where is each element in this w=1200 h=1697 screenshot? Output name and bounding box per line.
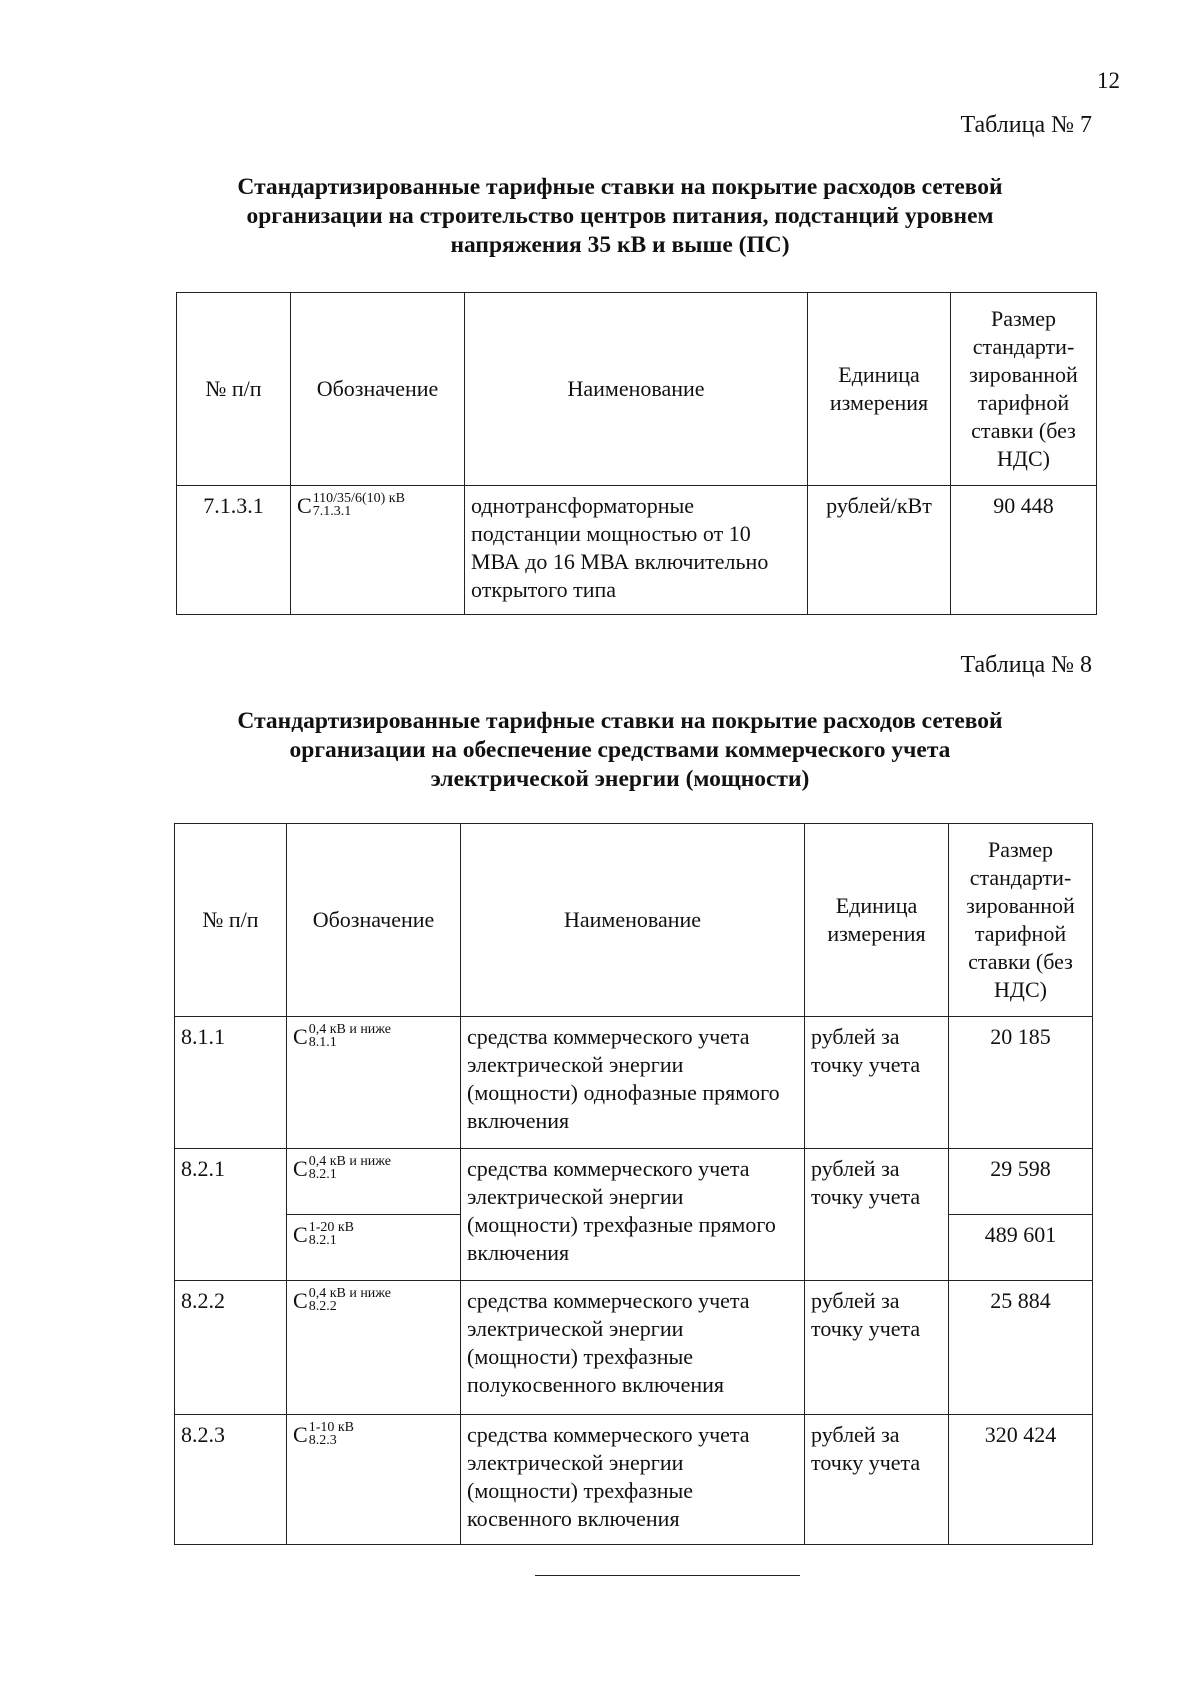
symbol-base: C bbox=[293, 1156, 308, 1181]
symbol-superscript: 1-10 кВ bbox=[308, 1420, 354, 1435]
rate-symbol bbox=[287, 1215, 461, 1281]
rate-symbol bbox=[287, 1149, 461, 1215]
row-name: средства коммерческого учета электрической энергии (мощности) однофазные прямого включения bbox=[461, 1017, 805, 1149]
table-row bbox=[175, 1017, 1093, 1149]
symbol-indices bbox=[309, 1287, 391, 1313]
row-value: 29 598 bbox=[949, 1149, 1093, 1215]
table-8 bbox=[174, 823, 1093, 1545]
row-unit: рублей за точку учета bbox=[805, 1149, 949, 1281]
table-8-title-line-2: организации на обеспечение средствами коммерческого учета bbox=[289, 737, 951, 763]
row-name: однотрансформаторные подстанции мощностью от 10 МВА до 16 МВА включительно открытого типа bbox=[465, 486, 808, 615]
table-8-title-line-1: Стандартизированные тарифные ставки на покрытие расходов сетевой bbox=[237, 708, 1003, 734]
row-name: средства коммерческого учета электрической энергии (мощности) трехфазные прямого включения bbox=[461, 1149, 805, 1281]
symbol-base: C bbox=[293, 1288, 308, 1313]
row-number: 8.2.1 bbox=[175, 1149, 287, 1281]
symbol-subscript: 8.1.1 bbox=[308, 1035, 337, 1050]
header-rate: Размер стандарти-зированной тарифной ставки (без НДС) bbox=[951, 293, 1097, 486]
row-unit: рублей за точку учета bbox=[805, 1415, 949, 1545]
symbol-superscript: 0,4 кВ и ниже bbox=[308, 1154, 392, 1169]
table-8-header-row bbox=[175, 824, 1093, 1017]
row-unit: рублей/кВт bbox=[808, 486, 951, 615]
header-unit: Единица измерения bbox=[808, 293, 951, 486]
table-7-title-line-3: напряжения 35 кВ и выше (ПС) bbox=[450, 232, 790, 258]
symbol-indices bbox=[309, 1023, 391, 1049]
symbol-superscript: 0,4 кВ и ниже bbox=[308, 1286, 392, 1301]
symbol-subscript: 8.2.2 bbox=[308, 1299, 337, 1314]
table-8-title-line-3: электрической энергии (мощности) bbox=[430, 766, 810, 792]
row-value: 25 884 bbox=[949, 1281, 1093, 1415]
table-row bbox=[175, 1415, 1093, 1545]
row-number: 8.2.3 bbox=[175, 1415, 287, 1545]
page-number: 12 bbox=[1097, 68, 1120, 93]
rate-symbol bbox=[287, 1281, 461, 1415]
header-unit: Единица измерения bbox=[805, 824, 949, 1017]
row-value: 320 424 bbox=[949, 1415, 1093, 1545]
rate-symbol bbox=[287, 1415, 461, 1545]
table-7-header-row bbox=[177, 293, 1097, 486]
table-7-label: Таблица № 7 bbox=[960, 112, 1092, 138]
row-unit: рублей за точку учета bbox=[805, 1281, 949, 1415]
table-8-title bbox=[170, 707, 1070, 794]
row-value: 20 185 bbox=[949, 1017, 1093, 1149]
symbol-indices bbox=[313, 492, 405, 518]
symbol-indices bbox=[309, 1421, 354, 1447]
header-designation: Обозначение bbox=[287, 824, 461, 1017]
rate-symbol bbox=[287, 1017, 461, 1149]
symbol-base: C bbox=[297, 493, 312, 518]
footer-rule bbox=[535, 1575, 800, 1576]
symbol-subscript: 8.2.3 bbox=[308, 1433, 337, 1448]
row-unit: рублей за точку учета bbox=[805, 1017, 949, 1149]
table-row bbox=[177, 486, 1097, 615]
symbol-subscript: 8.2.1 bbox=[308, 1233, 337, 1248]
table-row bbox=[175, 1281, 1093, 1415]
symbol-indices bbox=[309, 1155, 391, 1181]
symbol-superscript: 110/35/6(10) кВ bbox=[312, 491, 405, 506]
table-7 bbox=[176, 292, 1097, 615]
table-7-title bbox=[170, 173, 1070, 260]
row-value: 489 601 bbox=[949, 1215, 1093, 1281]
table-8-label: Таблица № 8 bbox=[960, 652, 1092, 678]
table-7-title-line-2: организации на строительство центров питания, подстанций уровнем bbox=[246, 203, 994, 229]
row-number: 8.2.2 bbox=[175, 1281, 287, 1415]
table-7-title-line-1: Стандартизированные тарифные ставки на покрытие расходов сетевой bbox=[237, 174, 1003, 200]
header-name: Наименование bbox=[461, 824, 805, 1017]
table-row bbox=[175, 1149, 1093, 1215]
symbol-base: C bbox=[293, 1222, 308, 1247]
symbol-superscript: 1-20 кВ bbox=[308, 1220, 354, 1235]
symbol-subscript: 8.2.1 bbox=[308, 1167, 337, 1182]
header-rate: Размер стандарти-зированной тарифной ставки (без НДС) bbox=[949, 824, 1093, 1017]
symbol-base: C bbox=[293, 1422, 308, 1447]
row-name: средства коммерческого учета электрической энергии (мощности) трехфазные полукосвенного включения bbox=[461, 1281, 805, 1415]
row-number: 7.1.3.1 bbox=[177, 486, 291, 615]
header-number: № п/п bbox=[175, 824, 287, 1017]
row-number: 8.1.1 bbox=[175, 1017, 287, 1149]
header-designation: Обозначение bbox=[291, 293, 465, 486]
row-value: 90 448 bbox=[951, 486, 1097, 615]
rate-symbol bbox=[291, 486, 465, 615]
header-number: № п/п bbox=[177, 293, 291, 486]
row-name: средства коммерческого учета электрической энергии (мощности) трехфазные косвенного включения bbox=[461, 1415, 805, 1545]
symbol-indices bbox=[309, 1221, 354, 1247]
symbol-base: C bbox=[293, 1024, 308, 1049]
header-name: Наименование bbox=[465, 293, 808, 486]
symbol-superscript: 0,4 кВ и ниже bbox=[308, 1022, 392, 1037]
symbol-subscript: 7.1.3.1 bbox=[312, 504, 352, 519]
